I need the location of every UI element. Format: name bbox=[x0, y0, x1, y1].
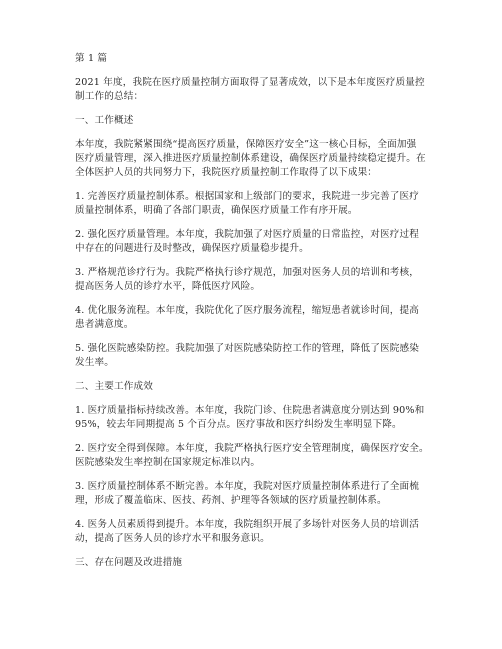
list-item bbox=[75, 442, 435, 470]
list-item-line: 95%，较去年同期提高 5 个百分点。医疗事故和医疗纠纷发生率明显下降。 bbox=[75, 419, 402, 430]
list-item-line: 中存在的问题进行及时整改，确保医疗质量稳步提升。 bbox=[75, 243, 309, 254]
list-item-line: 2. 强化医疗质量管理。本年度，我院加强了对医疗质量的日常监控，对医疗过程 bbox=[75, 229, 419, 240]
list-item-line: 3. 医疗质量控制体系不断完善。本年度，我院对医疗质量控制体系进行了全面梳 bbox=[75, 481, 419, 492]
list-item-line: 2. 医疗安全得到保障。本年度，我院严格执行医疗安全管理制度，确保医疗安全。 bbox=[75, 443, 429, 454]
list-item-line: 动，提高了医务人员的诊疗水平和服务意识。 bbox=[75, 533, 270, 544]
part-title bbox=[75, 52, 435, 66]
intro-line: 2021 年度，我院在医疗质量控制方面取得了显著成效，以下是本年度医疗质量控 bbox=[75, 77, 425, 88]
list-item bbox=[75, 342, 435, 370]
list-item-line: 1. 医疗质量指标持续改善。本年度，我院门诊、住院患者满意度分别达到 90%和 bbox=[75, 405, 425, 416]
section-2-heading: 二、主要工作成效 bbox=[75, 381, 153, 392]
section-1-heading: 一、工作概述 bbox=[75, 115, 134, 126]
part-title-text: 第 1 篇 bbox=[75, 53, 108, 64]
list-item bbox=[75, 190, 435, 218]
section-3-heading: 三、存在问题及改进措施 bbox=[75, 557, 183, 568]
section-heading bbox=[75, 556, 435, 570]
intro-line: 制工作的总结： bbox=[75, 91, 144, 102]
list-item-line: 医院感染发生率控制在国家规定标准以内。 bbox=[75, 457, 261, 468]
document-body bbox=[75, 52, 435, 570]
list-item bbox=[75, 518, 435, 546]
list-item-line: 患者满意度。 bbox=[75, 319, 134, 330]
overview-line: 全体医护人员的共同努力下，我院医疗质量控制工作取得了以下成果： bbox=[75, 167, 378, 178]
intro-paragraph bbox=[75, 76, 435, 104]
list-item-line: 质量控制体系，明确了各部门职责，确保医疗质量工作有序开展。 bbox=[75, 205, 358, 216]
list-item-line: 4. 医务人员素质得到提升。本年度，我院组织开展了多场针对医务人员的培训活 bbox=[75, 519, 419, 530]
list-item-line: 提高医务人员的诊疗水平，降低医疗风险。 bbox=[75, 281, 261, 292]
overview-line: 本年度，我院紧紧围绕“提高医疗质量，保障医疗安全”这一核心目标，全面加强 bbox=[75, 139, 417, 150]
list-item-line: 5. 强化医院感染防控。我院加强了对医院感染防控工作的管理，降低了医院感染 bbox=[75, 343, 419, 354]
overview-line: 医疗质量管理，深入推进医疗质量控制体系建设，确保医疗质量持续稳定提升。在 bbox=[75, 153, 426, 164]
overview-paragraph bbox=[75, 138, 435, 180]
list-item bbox=[75, 266, 435, 294]
list-item bbox=[75, 228, 435, 256]
list-item-line: 发生率。 bbox=[75, 357, 114, 368]
list-item bbox=[75, 404, 435, 432]
list-item bbox=[75, 480, 435, 508]
list-item-line: 3. 严格规范诊疗行为。我院严格执行诊疗规范，加强对医务人员的培训和考核， bbox=[75, 267, 419, 278]
list-item bbox=[75, 304, 435, 332]
list-item-line: 4. 优化服务流程。本年度，我院优化了医疗服务流程，缩短患者就诊时间，提高 bbox=[75, 305, 419, 316]
section-heading bbox=[75, 380, 435, 394]
section-heading bbox=[75, 114, 435, 128]
list-item-line: 理，形成了覆盖临床、医技、药剂、护理等各领域的医疗质量控制体系。 bbox=[75, 495, 387, 506]
list-item-line: 1. 完善医疗质量控制体系。根据国家和上级部门的要求，我院进一步完善了医疗 bbox=[75, 191, 419, 202]
